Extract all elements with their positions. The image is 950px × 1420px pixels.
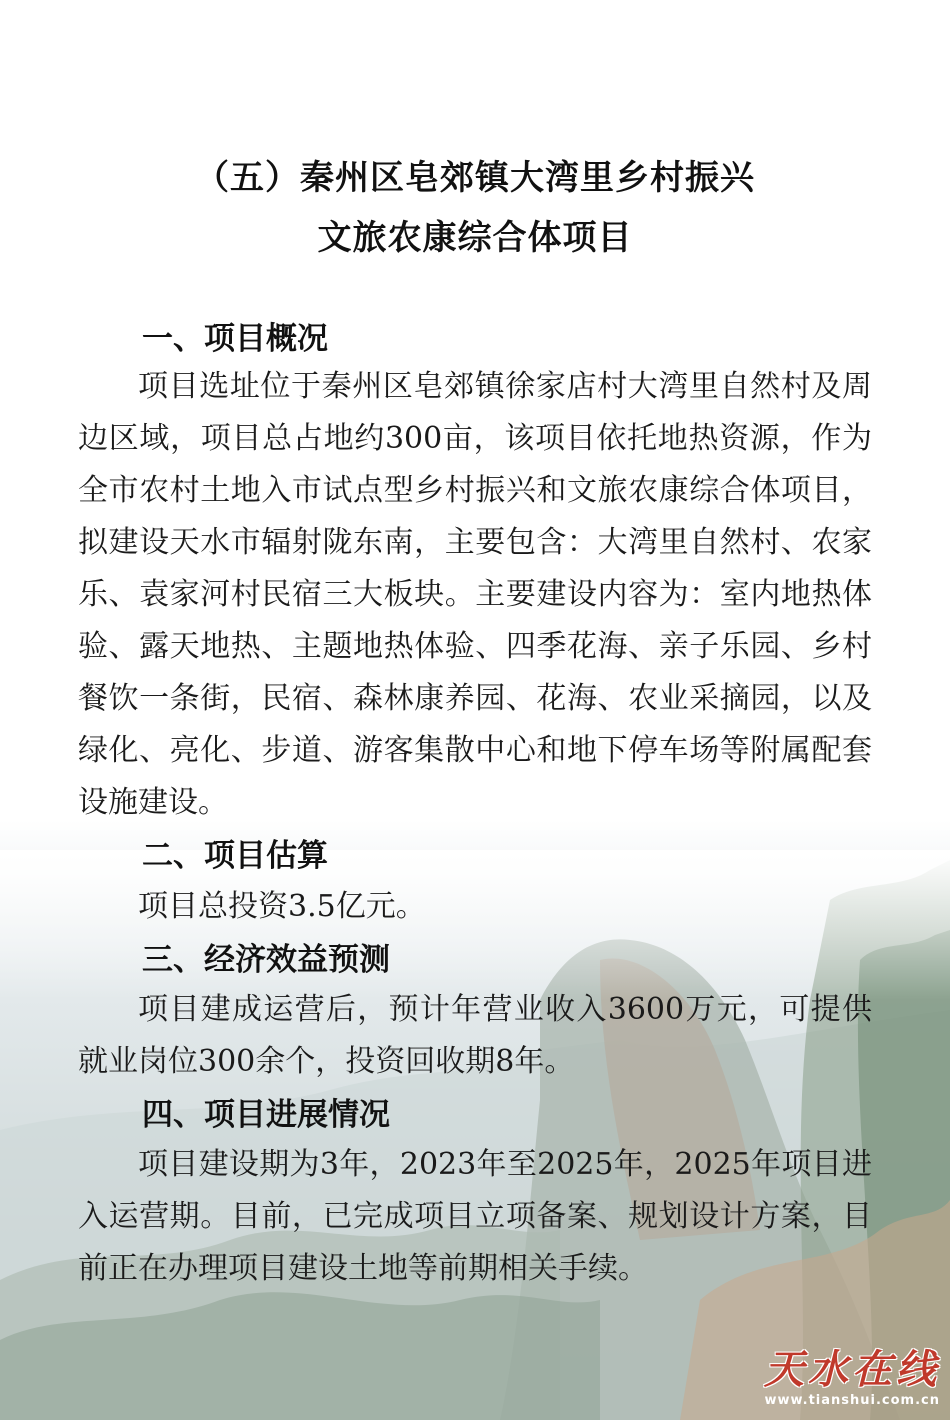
section-heading-economic-forecast: 三、经济效益预测 xyxy=(142,942,390,978)
section-body-economic-forecast: 项目建成运营后，预计年营业收入3600万元，可提供就业岗位300余个，投资回收期8年。 xyxy=(78,992,872,1079)
site-watermark xyxy=(764,1338,940,1408)
watermark-logo: 天水在线 xyxy=(764,1347,940,1393)
document-title-line-2: 文旅农康综合体项目 xyxy=(317,218,633,258)
watermark-url: www.tianshui.com.cn xyxy=(764,1393,940,1408)
section-heading-progress: 四、项目进展情况 xyxy=(142,1097,390,1133)
section-body-overview: 项目选址位于秦州区皂郊镇徐家店村大湾里自然村及周边区域，项目总占地约300亩，该项目依托地热资源，作为全市农村土地入市试点型乡村振兴和文旅农康综合体项目，拟建设天水市辐射陇东南，主要包含：大湾里自然村、农家乐、袁家河村民宿三大板块。主要建设内容为：室内地热体验、露天地热、主题地热体验、四季花海、亲子乐园、乡村餐饮一条街，民宿、森林康养园、花海、农业采摘园，以及绿化、亮化、步道、游客集散中心和地下停车场等附属配套设施建设。 xyxy=(78,369,872,820)
section-heading-overview: 一、项目概况 xyxy=(142,321,328,357)
section-body-estimate: 项目总投资3.5亿元。 xyxy=(138,889,426,924)
document-title-line-1: （五）秦州区皂郊镇大湾里乡村振兴 xyxy=(195,158,755,198)
section-body-progress: 项目建设期为3年，2023年至2025年，2025年项目进入运营期。目前，已完成项目立项备案、规划设计方案，目前正在办理项目建设土地等前期相关手续。 xyxy=(78,1147,872,1286)
section-heading-estimate: 二、项目估算 xyxy=(142,838,328,874)
